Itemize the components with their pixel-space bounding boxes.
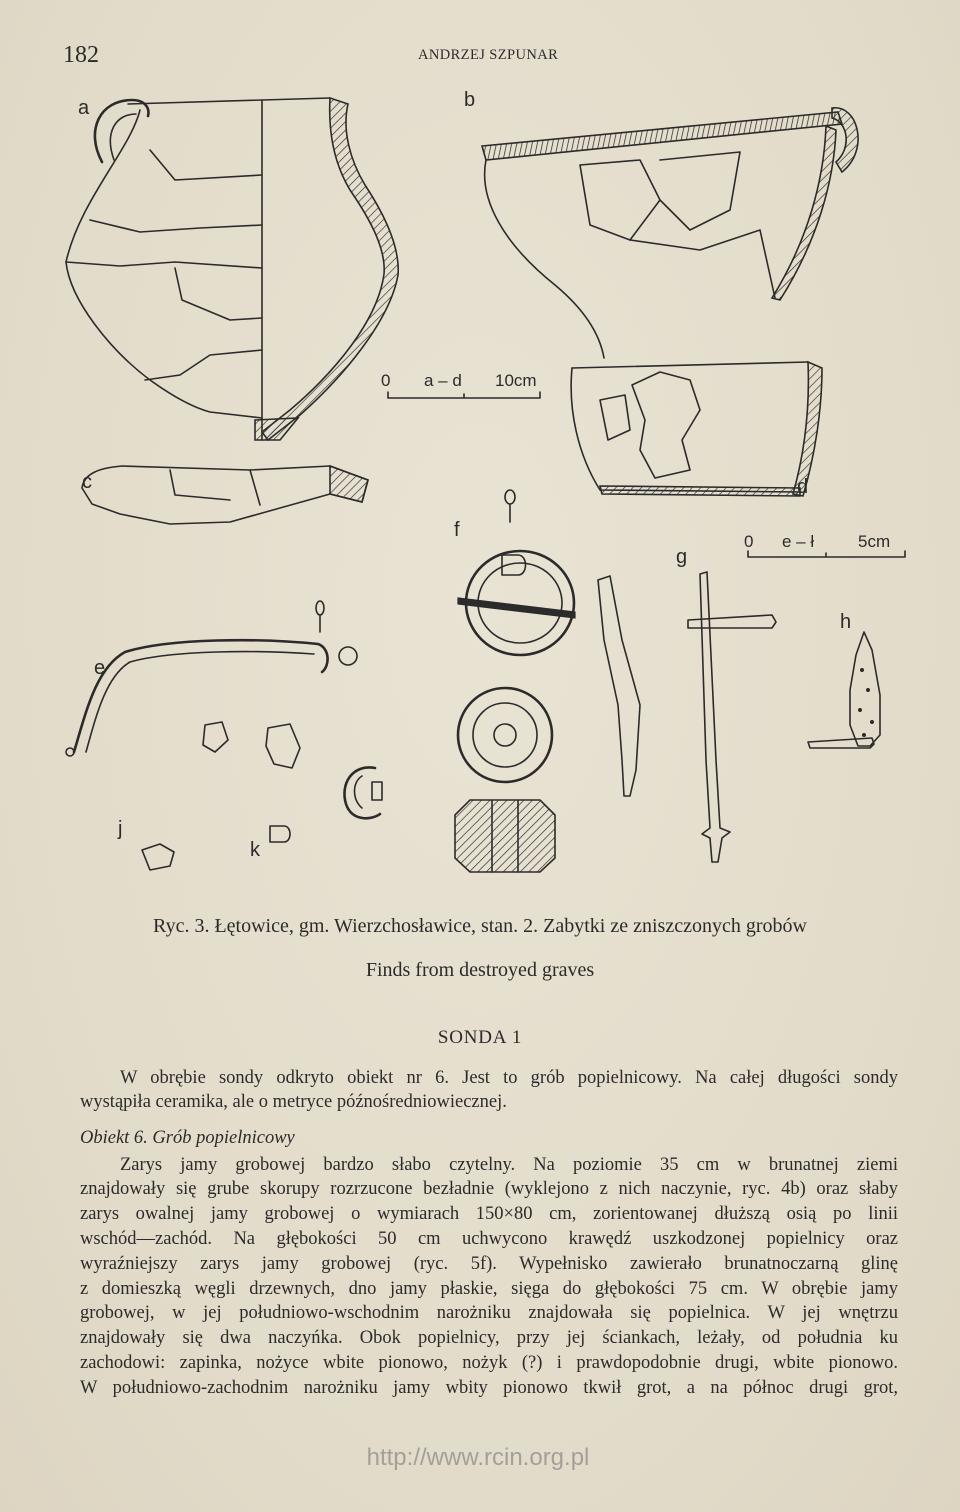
body-line: zachodowi: zapinka, nożyce wbite pionowo, nożyk (?) i prawdopodobnie drugi, wbite pionowo. [80, 1352, 898, 1373]
sherd-c-outline [82, 466, 368, 524]
running-title: ANDRZEJ SZPUNAR [418, 47, 559, 63]
iron-rod-e-ring-section [339, 647, 357, 665]
spearhead-texture [863, 734, 866, 737]
label-c: c [82, 471, 92, 493]
fragment-j [142, 844, 174, 870]
scale-a-d-range: a – d [424, 371, 462, 390]
spearhead-texture [861, 669, 864, 672]
iron-rod-e [66, 601, 357, 756]
buckle-frame [344, 767, 380, 818]
label-b: b [464, 89, 476, 111]
vessel-b-outline [485, 160, 604, 358]
fragment-k [270, 826, 290, 842]
vessel-b-sherd [630, 230, 775, 298]
spindle-whorl [458, 688, 552, 782]
whorl-hole [494, 724, 516, 746]
buckle-tongue [372, 782, 382, 800]
sherd-c-crack [170, 470, 230, 500]
knife-g [598, 576, 640, 796]
spearhead-texture [859, 709, 862, 712]
body-paragraph [80, 1153, 898, 1401]
iron-rod-e-outer [74, 640, 328, 752]
vessel-d-base-section [600, 486, 800, 496]
spearhead-outline [850, 632, 880, 746]
body-line: znajdowały się dwa naczyńka. Obok popielnicy, przy jej ściankach, leżały, od południa ku [80, 1328, 898, 1349]
body-line: z domieszką węgli drzewnych, dno jamy płaskie, sięga do głębokości 75 cm. W obrębie jamy [80, 1278, 898, 1299]
vessel-a-crack [175, 268, 262, 320]
body-line: znajdowały się grube skorupy rozrzucone bezładnie (wyklejono z nich naczynie, ryc. 4b) oraz słaby [80, 1179, 898, 1200]
figure-caption-english: Finds from destroyed graves [365, 959, 595, 981]
vessel-a [66, 98, 398, 440]
vessel-a-wall-section [262, 98, 398, 440]
fragment-j [266, 724, 300, 768]
vessel-a-rim [128, 98, 330, 104]
vessel-b-wall-section [772, 126, 836, 300]
label-k: k [250, 839, 260, 861]
brooch-section [505, 490, 515, 504]
scale-a-d-start: 0 [381, 371, 391, 390]
vessel-a-handle [95, 100, 149, 162]
vessel-b-sherd [660, 152, 740, 230]
scale-e-l-end: 5cm [858, 532, 891, 551]
whorl-outer [458, 688, 552, 782]
buckle-inner [355, 776, 363, 808]
vessel-a-crack [90, 220, 262, 232]
label-g: g [676, 546, 688, 568]
scale-a-d-end: 10cm [495, 371, 537, 390]
label-f: f [454, 519, 460, 541]
vessel-a-crack [150, 150, 262, 180]
sherd-c-crack [250, 470, 260, 505]
vessel-b-sherd [580, 160, 660, 240]
intro-line: W obrębie sondy odkryto obiekt nr 6. Jest to grób popielnicowy. Na całej długości sondy [120, 1067, 898, 1088]
footer-url: http://www.rcin.org.pl [366, 1444, 590, 1471]
body-line: wyraźniejszy zarys jamy grobowej (ryc. 5f). Wypełnisko zawierało brunatnoczarną glinę [80, 1253, 898, 1274]
spearhead-h [850, 632, 880, 746]
iron-rod-e-inner [86, 652, 314, 752]
body-line: wschód—zachód. Na głębokości 50 cm uchwycono krawędź uszkodzonej popielnicy oraz [80, 1228, 898, 1249]
iron-rod-e-section-top [316, 601, 324, 615]
vessel-a-handle-inner [110, 114, 136, 160]
vessel-b [482, 108, 858, 358]
fragment-j [203, 722, 228, 752]
vessel-a-crack [145, 350, 262, 380]
page-number: 182 [63, 42, 99, 68]
object-heading: Obiekt 6. Grób popielnicowy [80, 1128, 295, 1148]
label-e: e [94, 657, 106, 679]
body-line: Zarys jamy grobowej bardzo słabo czytelny. Na poziomie 35 cm w brunatnej ziemi [120, 1154, 898, 1175]
body-line: zarys owalnej jamy grobowej o wymiarach 150×80 cm, zorientowanej dłuższą osią po linii [80, 1204, 898, 1225]
whorl-middle [473, 703, 537, 767]
body-line: W południowo-zachodnim narożniku jamy wbity pionowo tkwił grot, a na północ drugi grot, [80, 1377, 898, 1398]
scale-e-l-line [748, 551, 905, 557]
spearhead-texture [867, 689, 870, 692]
scale-bar-a-d [381, 371, 540, 398]
vessel-a-crack [66, 262, 262, 268]
vessel-d [571, 362, 822, 496]
brooch-pin [458, 598, 575, 618]
scale-a-d-line [388, 392, 540, 398]
vessel-d-rim [572, 362, 808, 368]
sherd-c [82, 466, 368, 524]
scale-e-l-range: e – ł [782, 532, 815, 551]
intro-paragraph [80, 1066, 898, 1116]
whorl-section [455, 800, 555, 872]
vessel-d-sherd [632, 372, 700, 478]
body-line: grobowej, w jej południowo-wschodnim narożniku znajdowała się popielnica. W jej wnętrzu [80, 1303, 898, 1324]
spearhead-texture [871, 721, 874, 724]
intro-line: wystąpiła ceramika, ale o metryce późnośredniowiecznej. [80, 1092, 507, 1113]
buckle [344, 767, 382, 818]
iron-rod [700, 572, 730, 862]
label-j: j [118, 818, 123, 840]
sherd-c-section [330, 466, 368, 502]
figure-caption: Ryc. 3. Łętowice, gm. Wierzchosławice, stan. 2. Zabytki ze zniszczonych grobów [153, 915, 807, 937]
scale-e-l-start: 0 [744, 532, 754, 551]
label-d: d [797, 476, 809, 498]
label-h: h [840, 611, 852, 633]
vessel-d-sherd [600, 395, 630, 440]
vessel-b-rim-band [482, 112, 842, 160]
label-a: a [78, 97, 90, 119]
scale-bar-e-l [744, 532, 905, 557]
ring-brooch-f [458, 490, 575, 655]
section-title: SONDA 1 [437, 1027, 523, 1048]
